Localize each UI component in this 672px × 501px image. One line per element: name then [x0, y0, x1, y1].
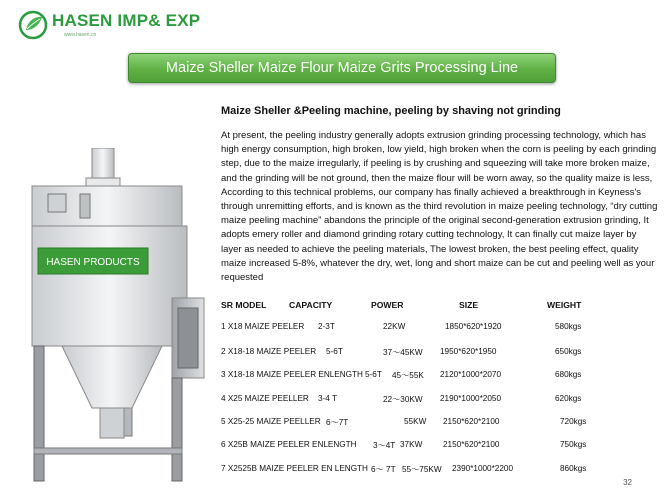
spec-table-header — [0, 300, 672, 312]
row-weight: 680kgs — [555, 370, 582, 379]
product-label: HASEN PRODUCTS — [46, 257, 140, 268]
description-paragraph: At present, the peeling industry generally adopts extrusion grinding processing technology, which has high energy consumption, high broken, low yield, high broken when the corn is peeling by each grinding step, due to the maize irregularly, if peeling is by crushing and squeezing will take more broken maize, and the grinding will be not ground, then the maize flour will be worn away, so the quality maize is less, According to this technical problems, our company has finally achieved a breakthrough in Keyness's through unremitting efforts, and is known as the third revolution in maize peeling technology, “dry cutting maize peeling machine” abandons the principle of the original second-generation extrusion grinding, It adopts emery roller and diamond grinding rotary cutting technology, It can finally cut maize layer by layer as needed to achieve the peeling materials, The lowest broken, the best peeling effect, quality maize increased 5-8%, whatever the dry, wet, long and short maize can be cut and peeling well as your requested — [221, 130, 658, 284]
col-size: SIZE — [459, 300, 479, 310]
col-capacity: CAPACITY — [289, 300, 333, 310]
table-row — [0, 347, 672, 359]
row-size: 2120*1000*2070 — [440, 370, 502, 379]
row-power: 55KW — [404, 417, 427, 426]
col-sr-model: SR MODEL — [221, 300, 267, 310]
table-row — [0, 394, 672, 406]
row-weight: 720kgs — [560, 417, 587, 426]
row-capacity: 5-6T — [326, 347, 343, 356]
brand-name: HASEN IMP& EXP — [52, 11, 201, 30]
banner-title: Maize Sheller Maize Flour Maize Grits Processing Line — [165, 60, 519, 76]
row-power: 22～30KW — [383, 395, 423, 404]
brand-logo — [18, 8, 218, 42]
row-weight: 650kgs — [555, 347, 582, 356]
row-power: 22KW — [383, 322, 406, 331]
row-weight: 620kgs — [555, 394, 582, 403]
row-model: 1 X18 MAIZE PEELER — [221, 322, 305, 331]
page-number: 32 — [623, 478, 632, 487]
row-capacity: 6～ 7T — [371, 465, 396, 474]
col-power: POWER — [371, 300, 404, 310]
row-model: 3 X18-18 MAIZE PEELER ENLENGTH — [221, 370, 363, 379]
row-weight: 580kgs — [555, 322, 582, 331]
row-model: 4 X25 MAIZE PEELLER — [221, 394, 309, 403]
row-capacity: 5-6T — [365, 370, 382, 379]
col-weight: WEIGHT — [547, 300, 582, 310]
row-size: 2150*620*2100 — [443, 440, 500, 449]
row-weight: 750kgs — [560, 440, 587, 449]
row-capacity: 6～7T — [326, 418, 349, 427]
row-size: 1950*620*1950 — [440, 347, 497, 356]
row-power: 45～55K — [392, 371, 424, 380]
title-banner — [128, 53, 556, 83]
section-heading: Maize Sheller &Peeling machine, peeling by shaving not grinding — [221, 105, 561, 117]
row-capacity: 3-4 T — [318, 394, 337, 403]
row-model: 6 X25B MAIZE PEELER ENLENGTH — [221, 440, 357, 449]
row-capacity: 2-3T — [318, 322, 335, 331]
table-row — [0, 370, 672, 382]
leaf-logo-icon — [18, 10, 48, 40]
row-size: 2150*620*2100 — [443, 417, 500, 426]
row-model: 7 X2525B MAIZE PEELER EN LENGTH — [221, 464, 368, 473]
table-row — [0, 440, 672, 452]
brand-url: www.hasen.cn — [64, 32, 97, 38]
row-weight: 860kgs — [560, 464, 587, 473]
row-model: 5 X25-25 MAIZE PEELLER — [221, 417, 321, 426]
table-row — [0, 417, 672, 429]
maize-peeler-machine-image — [22, 148, 212, 486]
row-power: 37～45KW — [383, 348, 423, 357]
row-size: 2190*1000*2050 — [440, 394, 502, 403]
row-model: 2 X18-18 MAIZE PEELER — [221, 347, 317, 356]
row-power: 37KW — [400, 440, 423, 449]
table-row — [0, 464, 672, 476]
table-row — [0, 322, 672, 334]
row-size: 1850*620*1920 — [445, 322, 502, 331]
row-power: 55～75KW — [402, 465, 442, 474]
row-capacity: 3～4T — [373, 441, 396, 450]
row-size: 2390*1000*2200 — [452, 464, 514, 473]
